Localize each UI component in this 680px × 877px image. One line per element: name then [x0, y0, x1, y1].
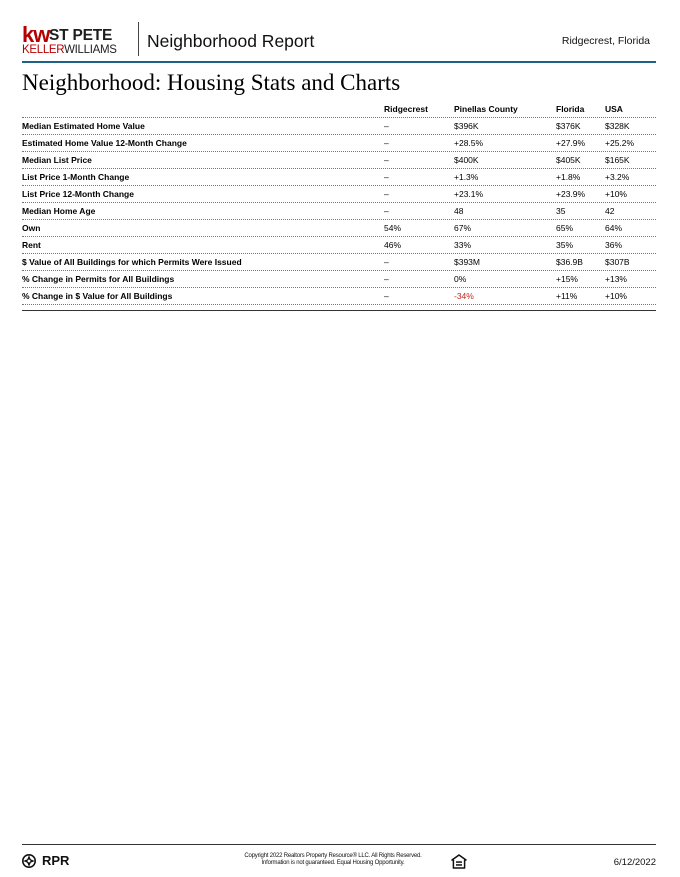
table-header — [22, 103, 656, 118]
table-row — [22, 203, 656, 220]
cell-ridgecrest: – — [384, 291, 389, 301]
cell-usa: $165K — [605, 155, 630, 165]
table-row — [22, 152, 656, 169]
cell-ridgecrest: – — [384, 138, 389, 148]
cell-pinellas: 48 — [454, 206, 464, 216]
copyright-line-2: Information is not guaranteed. Equal Housing Opportunity. — [261, 860, 405, 866]
cell-florida: +23.9% — [556, 189, 586, 199]
row-label: Median Estimated Home Value — [22, 121, 145, 131]
cell-florida: $36.9B — [556, 257, 583, 267]
cell-florida: 35 — [556, 206, 566, 216]
row-label: Median List Price — [22, 155, 92, 165]
rpr-logo-icon — [22, 854, 36, 868]
row-label: % Change in $ Value for All Buildings — [22, 291, 173, 301]
cell-florida: +11% — [556, 291, 578, 301]
cell-ridgecrest: 54% — [384, 223, 402, 233]
cell-florida: $405K — [556, 155, 581, 165]
report-title: Neighborhood Report — [147, 31, 315, 51]
table-row — [22, 254, 656, 271]
row-label: Rent — [22, 240, 41, 250]
row-label: % Change in Permits for All Buildings — [22, 274, 175, 284]
cell-ridgecrest: – — [384, 257, 389, 267]
cell-usa: $328K — [605, 121, 630, 131]
logo-st-pete: ST PETE — [49, 27, 113, 44]
logo-keller-williams — [22, 44, 117, 56]
cell-florida: +27.9% — [556, 138, 586, 148]
cell-ridgecrest: 46% — [384, 240, 402, 250]
cell-ridgecrest: – — [384, 121, 389, 131]
row-label: Own — [22, 223, 41, 233]
table-row — [22, 186, 656, 203]
logo-keller: KELLER — [22, 44, 65, 56]
equal-housing-icon — [451, 854, 467, 869]
cell-pinellas: 33% — [454, 240, 472, 250]
report-date: 6/12/2022 — [613, 857, 656, 868]
row-label: Median Home Age — [22, 206, 96, 216]
cell-usa: 64% — [605, 223, 623, 233]
table-end-rule — [22, 310, 656, 311]
cell-ridgecrest: – — [384, 189, 389, 199]
cell-ridgecrest: – — [384, 274, 389, 284]
cell-ridgecrest: – — [384, 172, 389, 182]
cell-pinellas: +28.5% — [454, 138, 484, 148]
report-location: Ridgecrest, Florida — [561, 35, 650, 47]
header-divider — [138, 22, 139, 56]
table-row — [22, 237, 656, 254]
cell-usa: 42 — [605, 206, 615, 216]
table-row — [22, 288, 656, 305]
housing-stats-table — [22, 103, 656, 305]
cell-usa: +10% — [605, 291, 627, 301]
section-title: Neighborhood: Housing Stats and Charts — [22, 70, 401, 95]
column-ridgecrest: Ridgecrest — [384, 104, 428, 114]
cell-usa: +3.2% — [605, 172, 630, 182]
cell-usa: $307B — [605, 257, 630, 267]
row-label: $ Value of All Buildings for which Permits Were Issued — [22, 257, 242, 267]
copyright-notice — [228, 853, 438, 867]
cell-usa: +13% — [605, 274, 627, 284]
table-row — [22, 169, 656, 186]
cell-pinellas-negative: -34% — [454, 291, 474, 301]
cell-usa: +10% — [605, 189, 627, 199]
row-label: Estimated Home Value 12-Month Change — [22, 138, 187, 148]
cell-pinellas: +1.3% — [454, 172, 479, 182]
column-usa: USA — [605, 104, 623, 114]
report-header — [22, 22, 656, 62]
cell-pinellas: $396K — [454, 121, 479, 131]
cell-florida: +15% — [556, 274, 578, 284]
cell-florida: $376K — [556, 121, 581, 131]
footer-rule — [22, 844, 656, 845]
cell-pinellas: $400K — [454, 155, 479, 165]
cell-pinellas: $393M — [454, 257, 480, 267]
column-pinellas-county: Pinellas County — [454, 104, 518, 114]
row-label: List Price 12-Month Change — [22, 189, 134, 199]
cell-florida: +1.8% — [556, 172, 581, 182]
table-row — [22, 271, 656, 288]
logo-williams: WILLIAMS — [64, 44, 117, 56]
column-florida: Florida — [556, 104, 585, 114]
cell-ridgecrest: – — [384, 206, 389, 216]
cell-pinellas: 0% — [454, 274, 467, 284]
cell-ridgecrest: – — [384, 155, 389, 165]
rpr-logo — [22, 853, 69, 869]
cell-pinellas: 67% — [454, 223, 472, 233]
cell-florida: 35% — [556, 240, 574, 250]
cell-usa: +25.2% — [605, 138, 635, 148]
logo-kw: kw — [22, 22, 50, 47]
row-label: List Price 1-Month Change — [22, 172, 130, 182]
rpr-text: RPR — [42, 853, 70, 868]
table-row — [22, 135, 656, 152]
header-rule — [22, 61, 656, 63]
cell-usa: 36% — [605, 240, 623, 250]
cell-pinellas: +23.1% — [454, 189, 484, 199]
cell-florida: 65% — [556, 223, 574, 233]
kw-st-pete-logo — [22, 22, 130, 60]
copyright-line-1: Copyright 2022 Realtors Property Resource® LLC. All Rights Reserved. — [244, 853, 422, 859]
table-row — [22, 220, 656, 237]
report-footer — [22, 848, 656, 872]
table-row — [22, 118, 656, 135]
